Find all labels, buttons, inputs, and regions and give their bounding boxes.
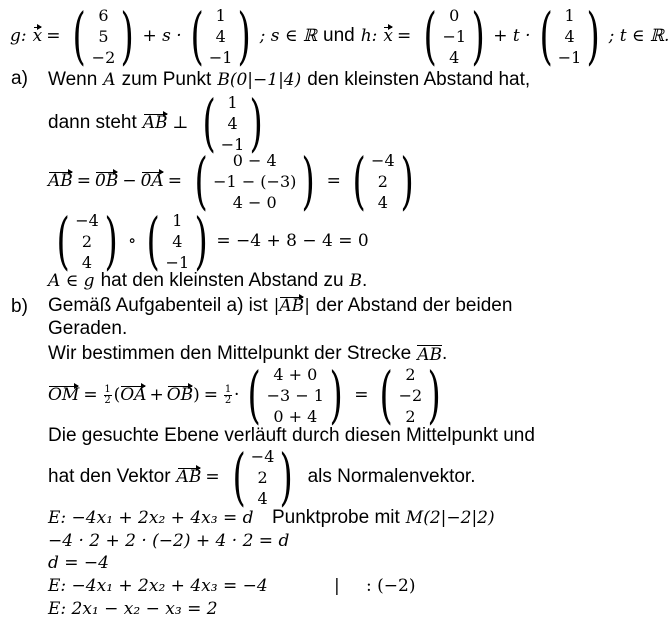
part-a-line1: Wenn A zum Punkt B(0|−1|4) den kleinsten Abstand hat, <box>48 69 531 90</box>
point-b: B(0|−1|4) <box>217 70 302 90</box>
final-plane-equation: E: 2x₁ − x₂ − x₃ = 2 <box>48 599 218 619</box>
plane-equation-value: E: −4x₁ + 2x₂ + 4x₃ = −4 <box>48 576 268 596</box>
direction-vector-g: ( 1 4 −1 ) <box>201 86 264 159</box>
part-b-line8: −4 · 2 + 2 · (−2) + 4 · 2 = d <box>48 531 290 551</box>
part-b-line6: hat den Vektor AB = ( −4 2 4 ) als Normalenvektor. <box>48 440 476 513</box>
dot-product-vector1: ( −4 2 4 ) <box>56 204 118 277</box>
dot-product-vector2: ( 1 4 −1 ) <box>146 204 208 277</box>
part-a-line5: A ∈ g hat den kleinsten Abstand zu B . <box>48 270 368 291</box>
part-b-line11 <box>48 598 218 620</box>
vector-ab: AB <box>142 113 168 133</box>
normal-vector: ( −4 2 4 ) <box>232 440 294 513</box>
x-vector: x <box>32 26 43 46</box>
h-label: h: <box>360 26 378 46</box>
part-b-line7: E: −4x₁ + 2x₂ + 4x₃ = d Punktprobe mit M(2|−2|2) <box>48 507 495 528</box>
part-b-line1: Gemäß Aufgabenteil a) ist | AB | der Abstand der beiden <box>48 295 513 316</box>
h-direction-vector: ( 1 4 −1 ) <box>539 0 601 72</box>
part-b-line5: Die gesuchte Ebene verläuft durch diesen Mittelpunkt und <box>48 425 535 446</box>
midpoint-vector: ( 2 −2 2 ) <box>379 358 441 431</box>
equals-h: = <box>397 26 412 46</box>
t-domain: ; t ∈ ℝ. <box>608 26 669 46</box>
part-a-line2: dann steht AB ⊥ ( 1 4 −1 ) <box>48 93 272 153</box>
g-support-vector: ( 6 5 −2 ) <box>72 0 135 72</box>
point-m: M(2|−2|2) <box>405 508 495 528</box>
line-g-h <box>10 0 669 72</box>
part-b-line10: E: −4x₁ + 2x₂ + 4x₃ = −4 | : (−2) <box>48 576 416 596</box>
dot-product-result: = −4 + 8 − 4 = 0 <box>216 231 369 251</box>
ab-result-vector: ( −4 2 4 ) <box>352 144 414 217</box>
part-b-label: b) <box>11 296 28 317</box>
part-a-label: a) <box>11 68 28 89</box>
plane-equation-d: E: −4x₁ + 2x₂ + 4x₃ = d <box>48 508 254 528</box>
fraction-half: $\frac{1}{2}$ <box>104 383 111 406</box>
part-b-line9: d = −4 <box>48 553 109 573</box>
part-a-line3: AB = 0B − 0A = ( 0 − 4 −1 − (−3) 4 − 0 ) = ( −4 2 4 ) <box>48 150 422 212</box>
sum-vector: ( 4 + 0 −3 − 1 0 + 4 ) <box>247 358 343 431</box>
plus-s: + s · <box>142 26 182 46</box>
g-label: g: <box>10 26 27 46</box>
part-a-line4: ( −4 2 4 ) ∘ ( 1 4 −1 ) = −4 + 8 − 4 = 0 <box>48 210 369 272</box>
part-b-line2: Geraden. <box>48 318 128 339</box>
part-b-line3: Wir bestimmen den Mittelpunkt der Strecke AB . <box>48 343 448 365</box>
part-b-line4: OM = $\frac{1}{2}$ ( OA + OB ) = $\frac{1}{2}$ · ( 4 + 0 −3 − 1 0 + 4 ) = ( 2 −2 2 ) <box>48 364 449 426</box>
und-text: und <box>323 25 355 46</box>
g-direction-vector: ( 1 4 −1 ) <box>190 0 252 72</box>
x-vector-h: x <box>383 26 394 46</box>
s-domain: ; s ∈ ℝ <box>259 26 318 46</box>
h-support-vector: ( 0 −1 4 ) <box>423 0 485 72</box>
equals: = <box>46 26 61 46</box>
difference-vector: ( 0 − 4 −1 − (−3) 4 − 0 ) <box>194 144 316 217</box>
plus-t: + t · <box>493 26 531 46</box>
